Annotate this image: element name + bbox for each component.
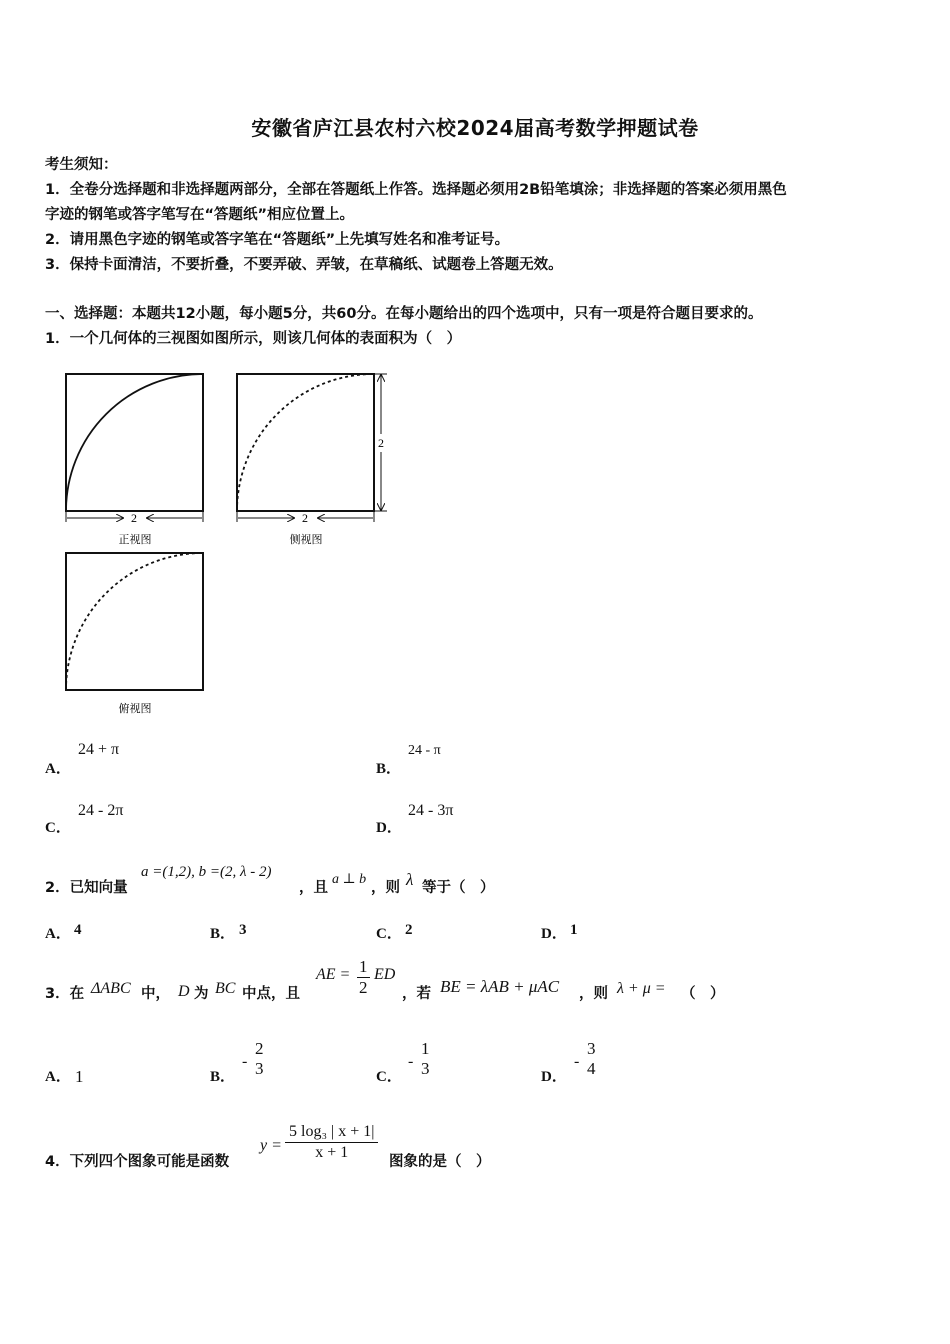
side-caption: 侧视图 bbox=[289, 533, 323, 546]
q2-option-a-label: A． bbox=[45, 926, 71, 942]
top-view bbox=[66, 553, 203, 715]
q3-ed: ED bbox=[374, 966, 396, 983]
q1-option-b-value: 24 - π bbox=[408, 743, 441, 758]
q4-prefix: 4．下列四个图象可能是函数 bbox=[45, 1154, 230, 1170]
notice-item-1a: 1．全卷分选择题和非选择题两部分，全部在答题纸上作答。选择题必须用2B铅笔填涂；非选择题的答案必须用黑色 bbox=[45, 182, 787, 198]
q3-option-d-label: D． bbox=[541, 1069, 567, 1085]
q2-suffix: 等于（ ） bbox=[422, 880, 495, 896]
q2-option-c-value: 2 bbox=[405, 922, 413, 938]
q4-y: y = bbox=[260, 1137, 282, 1154]
q2-lambda: λ bbox=[406, 870, 414, 889]
q3-sum: λ + μ = bbox=[617, 980, 666, 997]
q1-option-d-value: 24 - 3π bbox=[408, 802, 454, 819]
q3-text-5: ，则 bbox=[579, 986, 608, 1002]
q3-option-a-label: A． bbox=[45, 1069, 71, 1085]
notice-item-3: 3．保持卡面清洁，不要折叠，不要弄破、弄皱，在草稿纸、试题卷上答题无效。 bbox=[45, 257, 563, 273]
q2-option-c-label: C． bbox=[376, 926, 402, 942]
q2-option-b-value: 3 bbox=[239, 922, 247, 938]
q2-condition: a ⊥ b bbox=[332, 872, 367, 887]
q3-half-fraction: $\frac{1}{2}$ bbox=[359, 957, 368, 997]
q3-bc: BC bbox=[215, 980, 236, 997]
side-dim-label: 2 bbox=[302, 511, 308, 525]
q2-option-d-label: D． bbox=[541, 926, 567, 942]
q3-triangle: ΔABC bbox=[91, 980, 131, 997]
q3-prefix: 3．在 bbox=[45, 986, 85, 1002]
three-view-figure bbox=[55, 360, 405, 730]
q1-option-a-value: 24 + π bbox=[78, 741, 120, 758]
q3-text-1: 中， bbox=[141, 986, 170, 1002]
side-view bbox=[237, 374, 387, 546]
q3-text-6: （ ） bbox=[681, 986, 725, 1002]
front-caption: 正视图 bbox=[118, 533, 152, 546]
q4-suffix: 图象的是（ ） bbox=[389, 1154, 491, 1170]
notice-item-1b: 字迹的钢笔或答字笔写在“答题纸”相应位置上。 bbox=[45, 207, 355, 223]
q4-function-fraction: $\frac{\text{5 log₃ | x + 1|}}{x + 1}$ bbox=[285, 1122, 378, 1163]
q1-option-c-value: 24 - 2π bbox=[78, 802, 124, 819]
q3-ae: AE = bbox=[316, 966, 351, 983]
q3-text-4: ，若 bbox=[402, 986, 431, 1002]
front-view bbox=[66, 374, 203, 546]
q2-option-a-value: 4 bbox=[74, 922, 82, 938]
q1-option-c-label: C． bbox=[45, 820, 71, 836]
front-dim-label: 2 bbox=[131, 511, 137, 525]
q3-option-c-fraction: 1 3 bbox=[421, 1039, 430, 1078]
q1-stem: 1．一个几何体的三视图如图所示，则该几何体的表面积为（ ） bbox=[45, 331, 462, 347]
q2-mid: ，且 bbox=[299, 880, 328, 896]
q3-option-d-fraction: 3 4 bbox=[587, 1039, 596, 1078]
page-title: 安徽省庐江县农村六校2024届高考数学押题试卷 bbox=[251, 116, 699, 140]
q3-option-a-value: 1 bbox=[75, 1067, 84, 1086]
q1-option-a-label: A． bbox=[45, 761, 71, 777]
q3-option-b-label: B． bbox=[210, 1069, 236, 1085]
q3-equation: BE = λAB + μAC bbox=[440, 977, 560, 996]
q3-text-3: 中点，且 bbox=[242, 986, 300, 1002]
notice-item-2: 2．请用黑色字迹的钢笔或答字笔在“答题纸”上先填写姓名和准考证号。 bbox=[45, 232, 510, 248]
q1-option-d-label: D． bbox=[376, 820, 402, 836]
notice-heading: 考生须知： bbox=[45, 157, 118, 173]
q2-option-b-label: B． bbox=[210, 926, 236, 942]
side-height-label: 2 bbox=[378, 436, 384, 450]
q3-option-d-sign: - bbox=[574, 1053, 580, 1070]
q2-prefix: 2．已知向量 bbox=[45, 880, 128, 896]
q3-option-c-sign: - bbox=[408, 1053, 414, 1070]
q3-option-b-sign: - bbox=[242, 1053, 248, 1070]
q3-d: D bbox=[178, 983, 190, 1000]
q3-option-c-label: C． bbox=[376, 1069, 402, 1085]
q3-text-2: 为 bbox=[194, 986, 209, 1002]
q2-vectors: a =(1,2), b =(2, λ - 2) bbox=[141, 864, 272, 880]
q2-mid2: ，则 bbox=[371, 880, 400, 896]
section-heading: 一、选择题：本题共12小题，每小题5分，共60分。在每小题给出的四个选项中，只有一项是符合题目要求的。 bbox=[45, 306, 763, 322]
q3-option-b-fraction: 2 3 bbox=[255, 1039, 264, 1078]
top-caption: 俯视图 bbox=[118, 702, 152, 715]
q2-option-d-value: 1 bbox=[570, 922, 578, 938]
q1-option-b-label: B． bbox=[376, 761, 402, 777]
